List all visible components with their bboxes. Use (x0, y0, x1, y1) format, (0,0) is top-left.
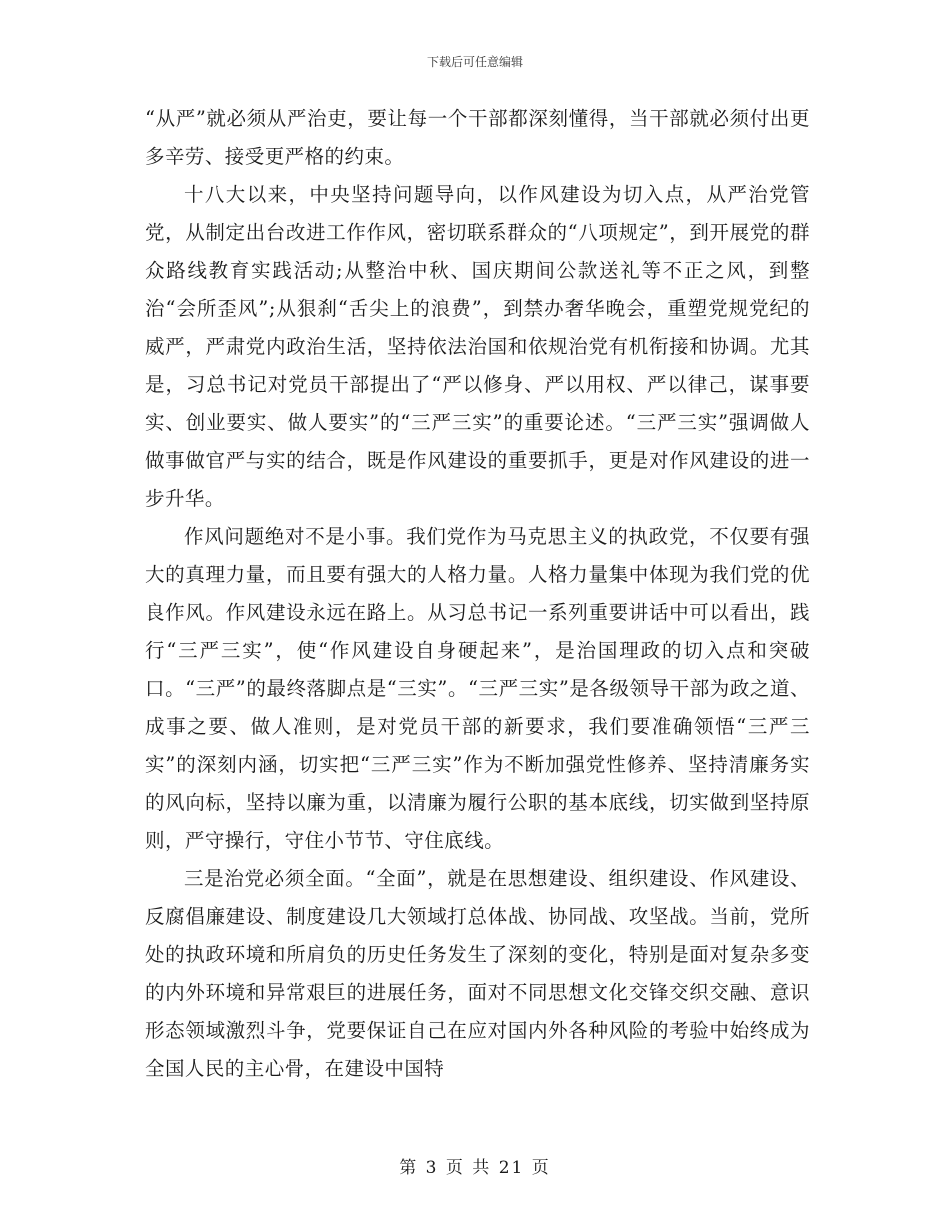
paragraph-2: 十八大以来，中央坚持问题导向，以作风建设为切入点，从严治党管党，从制定出台改进工作作风，密切联系群众的“八项规定”，到开展党的群众路线教育实践活动;从整治中秋、国庆期间公款送礼等不正之风，到整治“会所歪风”;从狠刹“舌尖上的浪费”，到禁办奢华晚会，重塑党规党纪的威严，严肃党内政治生活，坚持依法治国和依规治党有机衔接和协调。尤其是，习总书记对党员干部提出了“严以修身、严以用权、严以律己，谋事要实、创业要实、做人要实”的“三严三实”的重要论述。“三严三实”强调做人做事做官严与实的结合，既是作风建设的重要抓手，更是对作风建设的进一步升华。 (145, 183, 810, 510)
document-body (145, 100, 810, 1088)
page-header: 下载后可任意编辑 (426, 55, 523, 69)
paragraph-1: “从严”就必须从严治吏，要让每一个干部都深刻懂得，当干部就必须付出更多辛劳、接受更严格的约束。 (145, 107, 810, 168)
page-footer: 第 3 页 共 21 页 (399, 1158, 551, 1178)
paragraph-3: 作风问题绝对不是小事。我们党作为马克思主义的执政党，不仅要有强大的真理力量，而且要有强大的人格力量。人格力量集中体现为我们党的优良作风。作风建设永远在路上。从习总书记一系列重要讲话中可以看出，践行“三严三实”，使“作风建设自身硬起来”，是治国理政的切入点和突破口。“三严”的最终落脚点是“三实”。“三严三实”是各级领导干部为政之道、成事之要、做人准则，是对党员干部的新要求，我们要准确领悟“三严三实”的深刻内涵，切实把“三严三实”作为不断加强党性修养、坚持清廉务实的风向标，坚持以廉为重，以清廉为履行公职的基本底线，切实做到坚持原则，严守操行，守住小节节、守住底线。 (145, 525, 810, 852)
paragraph-4: 三是治党必须全面。“全面”，就是在思想建设、组织建设、作风建设、反腐倡廉建设、制度建设几大领域打总体战、协同战、攻坚战。当前，党所处的执政环境和所肩负的历史任务发生了深刻的变化，特别是面对复杂多变的内外环境和异常艰巨的进展任务，面对不同思想文化交锋交织交融、意识形态领域激烈斗争，党要保证自己在应对国内外各种风险的考验中始终成为全国人民的主心骨，在建设中国特 (145, 867, 810, 1080)
